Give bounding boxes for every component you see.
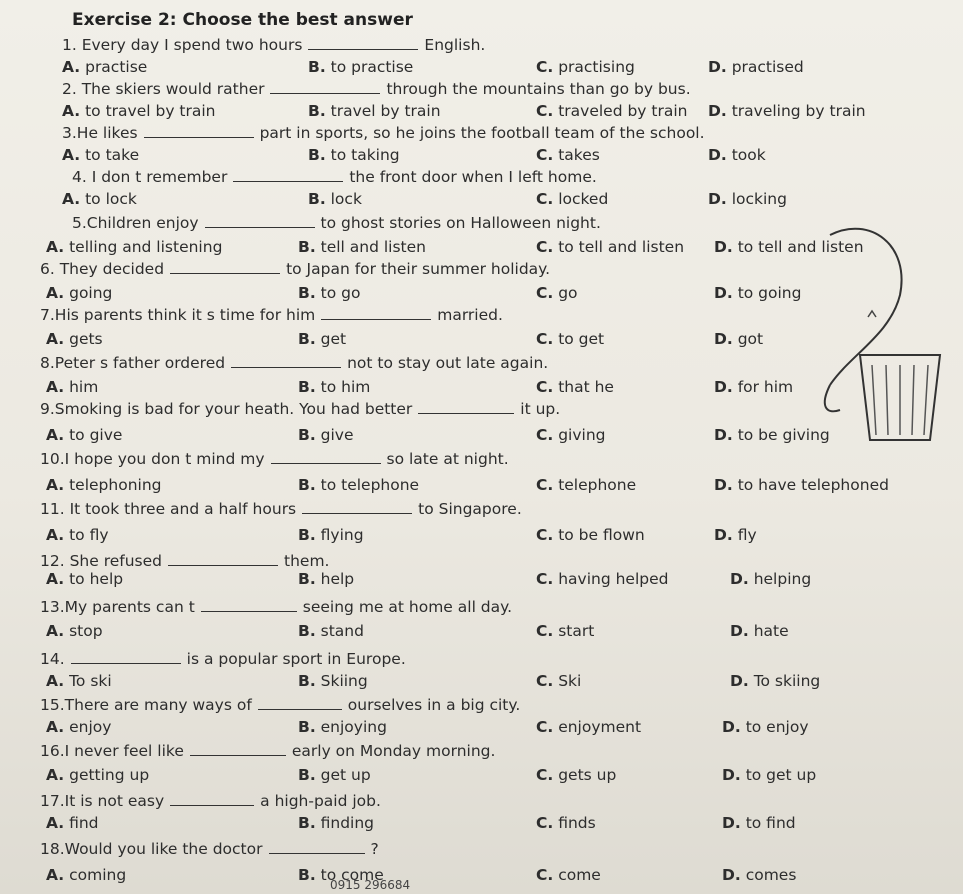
option-letter: D. (708, 146, 727, 164)
answer-option[interactable] (46, 526, 109, 544)
question-text-before-blank: 12. She refused (40, 552, 163, 570)
option-letter: B. (298, 718, 316, 736)
question-stem (40, 500, 522, 518)
answer-option[interactable] (708, 146, 766, 164)
option-text: to come (315, 866, 384, 884)
question-text-after-blank: not to stay out late again. (347, 354, 549, 372)
answer-option[interactable] (46, 426, 122, 444)
option-letter: A. (46, 718, 65, 736)
question-text-before-blank: 5.Children enjoy (72, 214, 199, 232)
option-text: to give (64, 426, 123, 444)
option-text: gets (64, 330, 103, 348)
option-letter: D. (730, 672, 749, 690)
option-text: telephoning (64, 476, 162, 494)
option-text: flying (315, 526, 364, 544)
option-letter: C. (536, 766, 554, 784)
answer-blank[interactable] (271, 451, 381, 464)
option-letter: D. (714, 238, 733, 256)
answer-blank[interactable] (144, 125, 254, 138)
answer-option[interactable] (536, 866, 601, 884)
option-text: tell and listen (315, 238, 426, 256)
option-letter: B. (298, 622, 316, 640)
option-letter: A. (46, 378, 65, 396)
option-letter: C. (536, 526, 554, 544)
option-letter: D. (714, 330, 733, 348)
answer-option[interactable] (708, 58, 804, 76)
option-text: to be giving (732, 426, 830, 444)
option-text: coming (64, 866, 127, 884)
question-text-before-blank: 9.Smoking is bad for your heath. You had better (40, 400, 413, 418)
answer-option[interactable] (536, 330, 604, 348)
answer-option[interactable] (536, 102, 687, 120)
question-text-before-blank: 6. They decided (40, 260, 165, 278)
option-letter: B. (298, 766, 316, 784)
option-text: to get (553, 330, 605, 348)
answer-option[interactable] (308, 102, 441, 120)
answer-option[interactable] (298, 476, 419, 494)
option-letter: D. (722, 766, 741, 784)
answer-option[interactable] (714, 330, 763, 348)
question-stem (40, 400, 560, 418)
answer-blank[interactable] (321, 307, 431, 320)
option-letter: B. (298, 330, 316, 348)
option-text: get up (315, 766, 371, 784)
question-text-after-blank: is a popular sport in Europe. (186, 650, 406, 668)
option-text: him (64, 378, 99, 396)
answer-option[interactable] (308, 58, 413, 76)
answer-option[interactable] (536, 672, 581, 690)
option-text: finding (315, 814, 375, 832)
answer-option[interactable] (62, 146, 139, 164)
option-letter: D. (714, 284, 733, 302)
answer-blank[interactable] (168, 553, 278, 566)
question-text-after-blank: through the mountains than go by bus. (386, 80, 691, 98)
question-stem (40, 696, 520, 714)
answer-blank[interactable] (201, 599, 297, 612)
question-text-after-blank: English. (424, 36, 486, 54)
answer-option[interactable] (62, 102, 216, 120)
answer-option[interactable] (46, 476, 162, 494)
option-text: giving (553, 426, 606, 444)
answer-blank[interactable] (302, 501, 412, 514)
answer-option[interactable] (46, 570, 123, 588)
option-text: help (315, 570, 355, 588)
option-text: locking (726, 190, 787, 208)
answer-option[interactable] (708, 190, 787, 208)
question-text-before-blank: 4. I don t remember (72, 168, 228, 186)
option-text: to him (315, 378, 371, 396)
option-text: to have telephoned (732, 476, 889, 494)
option-letter: A. (62, 146, 81, 164)
question-text-before-blank: 1. Every day I spend two hours (62, 36, 303, 54)
option-text: to enjoy (740, 718, 809, 736)
option-letter: B. (308, 58, 326, 76)
question-text-before-blank: 13.My parents can t (40, 598, 195, 616)
option-letter: B. (298, 238, 316, 256)
option-letter: C. (536, 622, 554, 640)
option-letter: A. (46, 526, 65, 544)
option-letter: D. (714, 426, 733, 444)
answer-option[interactable] (722, 766, 816, 784)
question-text-after-blank: part in sports, so he joins the football team of the school. (259, 124, 705, 142)
question-text-after-blank: them. (284, 552, 330, 570)
question-text-before-blank: 2. The skiers would rather (62, 80, 265, 98)
option-letter: C. (536, 378, 554, 396)
answer-blank[interactable] (205, 215, 315, 228)
option-letter: C. (536, 146, 554, 164)
option-letter: C. (536, 718, 554, 736)
question-stem (40, 552, 329, 570)
option-text: helping (748, 570, 812, 588)
option-text: to get up (740, 766, 817, 784)
option-text: to telephone (315, 476, 420, 494)
option-letter: D. (722, 814, 741, 832)
answer-option[interactable] (298, 622, 364, 640)
option-text: To ski (64, 672, 112, 690)
answer-option[interactable] (722, 866, 796, 884)
option-text: having helped (553, 570, 669, 588)
question-text-after-blank: to Japan for their summer holiday. (286, 260, 551, 278)
option-letter: A. (62, 190, 81, 208)
option-text: practised (726, 58, 804, 76)
answer-option[interactable] (730, 672, 820, 690)
option-text: to lock (80, 190, 137, 208)
answer-option[interactable] (536, 378, 614, 396)
question-text-before-blank: 7.His parents think it s time for him (40, 306, 316, 324)
question-text-after-blank: to ghost stories on Halloween night. (320, 214, 601, 232)
answer-option[interactable] (62, 190, 137, 208)
option-letter: A. (46, 622, 65, 640)
option-letter: D. (730, 570, 749, 588)
option-letter: C. (536, 102, 554, 120)
answer-option[interactable] (536, 190, 608, 208)
question-stem (40, 792, 381, 810)
option-letter: A. (46, 570, 65, 588)
question-stem (62, 124, 705, 142)
answer-option[interactable] (46, 672, 112, 690)
answer-blank[interactable] (71, 651, 181, 664)
answer-option[interactable] (536, 146, 600, 164)
option-text: stand (315, 622, 364, 640)
option-text: start (553, 622, 595, 640)
option-text: locked (553, 190, 609, 208)
option-letter: B. (308, 146, 326, 164)
answer-option[interactable] (46, 814, 99, 832)
answer-option[interactable] (722, 814, 796, 832)
footer-phone: 0915 296684 (330, 878, 411, 892)
option-letter: D. (708, 58, 727, 76)
option-letter: B. (298, 672, 316, 690)
option-text: to going (732, 284, 802, 302)
answer-option[interactable] (298, 526, 364, 544)
option-text: for him (732, 378, 794, 396)
option-text: to tell and listen (732, 238, 864, 256)
question-text-after-blank: ? (370, 840, 379, 858)
option-letter: B. (298, 526, 316, 544)
option-text: get (315, 330, 347, 348)
answer-blank[interactable] (269, 841, 365, 854)
option-letter: C. (536, 814, 554, 832)
option-letter: A. (62, 102, 81, 120)
answer-option[interactable] (714, 284, 801, 302)
option-letter: C. (536, 426, 554, 444)
answer-option[interactable] (298, 814, 374, 832)
cat-in-trash-can-illustration (790, 215, 950, 455)
answer-option[interactable] (46, 622, 103, 640)
question-text-before-blank: 18.Would you like the doctor (40, 840, 263, 858)
answer-option[interactable] (536, 238, 684, 256)
question-text-before-blank: 16.I never feel like (40, 742, 184, 760)
answer-blank[interactable] (231, 355, 341, 368)
option-text: practising (553, 58, 635, 76)
question-text-after-blank: a high-paid job. (260, 792, 381, 810)
question-text-after-blank: it up. (520, 400, 561, 418)
answer-blank[interactable] (170, 793, 254, 806)
question-stem (40, 354, 548, 372)
answer-option[interactable] (536, 814, 596, 832)
option-text: come (553, 866, 601, 884)
option-letter: B. (298, 476, 316, 494)
option-letter: A. (62, 58, 81, 76)
question-stem (40, 598, 512, 616)
answer-option[interactable] (298, 330, 346, 348)
option-text: to find (740, 814, 796, 832)
option-text: got (732, 330, 764, 348)
option-text: telephone (553, 476, 637, 494)
option-letter: C. (536, 330, 554, 348)
option-letter: C. (536, 866, 554, 884)
option-letter: B. (308, 102, 326, 120)
option-text: Ski (553, 672, 582, 690)
answer-option[interactable] (46, 238, 222, 256)
answer-option[interactable] (46, 284, 112, 302)
option-letter: C. (536, 672, 554, 690)
answer-option[interactable] (536, 526, 645, 544)
option-letter: B. (298, 866, 316, 884)
option-letter: A. (46, 766, 65, 784)
question-stem (72, 168, 597, 186)
question-text-after-blank: seeing me at home all day. (302, 598, 513, 616)
option-letter: B. (298, 426, 316, 444)
answer-option[interactable] (536, 58, 635, 76)
option-letter: C. (536, 190, 554, 208)
answer-option[interactable] (298, 718, 387, 736)
question-text-after-blank: married. (437, 306, 503, 324)
answer-option[interactable] (714, 526, 757, 544)
option-text: enjoy (64, 718, 112, 736)
option-letter: B. (298, 284, 316, 302)
option-letter: D. (708, 190, 727, 208)
option-text: took (726, 146, 766, 164)
answer-option[interactable] (536, 718, 641, 736)
option-text: to taking (325, 146, 400, 164)
question-text-before-blank: 17.It is not easy (40, 792, 165, 810)
question-text-before-blank: 8.Peter s father ordered (40, 354, 226, 372)
option-letter: D. (730, 622, 749, 640)
question-text-after-blank: so late at night. (386, 450, 509, 468)
option-text: stop (64, 622, 103, 640)
answer-option[interactable] (298, 284, 360, 302)
option-letter: D. (714, 526, 733, 544)
question-text-after-blank: ourselves in a big city. (347, 696, 521, 714)
question-stem (72, 214, 601, 232)
option-text: Skiing (315, 672, 368, 690)
answer-option[interactable] (46, 866, 126, 884)
answer-blank[interactable] (270, 81, 380, 94)
option-text: travel by train (325, 102, 441, 120)
option-letter: A. (46, 866, 65, 884)
option-letter: A. (46, 672, 65, 690)
answer-option[interactable] (536, 476, 636, 494)
answer-option[interactable] (308, 190, 362, 208)
option-letter: A. (46, 814, 65, 832)
option-text: finds (553, 814, 596, 832)
answer-blank[interactable] (418, 401, 514, 414)
option-text: going (64, 284, 113, 302)
option-letter: D. (708, 102, 727, 120)
answer-option[interactable] (62, 58, 147, 76)
option-letter: C. (536, 238, 554, 256)
option-letter: C. (536, 58, 554, 76)
answer-option[interactable] (536, 766, 616, 784)
option-text: practise (80, 58, 148, 76)
answer-blank[interactable] (233, 169, 343, 182)
question-stem (40, 742, 495, 760)
question-text-after-blank: to Singapore. (418, 500, 522, 518)
question-text-before-blank: 15.There are many ways of (40, 696, 252, 714)
question-stem (40, 306, 503, 324)
answer-option[interactable] (46, 330, 103, 348)
option-text: to practise (325, 58, 414, 76)
answer-option[interactable] (536, 284, 578, 302)
answer-option[interactable] (536, 426, 605, 444)
answer-option[interactable] (708, 102, 866, 120)
option-text: takes (553, 146, 600, 164)
answer-blank[interactable] (258, 697, 342, 710)
exercise-title: Exercise 2: Choose the best answer (72, 10, 413, 30)
question-stem (62, 80, 691, 98)
option-letter: A. (46, 330, 65, 348)
option-text: telling and listening (64, 238, 223, 256)
option-text: to be flown (553, 526, 645, 544)
option-letter: D. (722, 866, 741, 884)
answer-option[interactable] (714, 476, 889, 494)
answer-option[interactable] (298, 238, 426, 256)
answer-blank[interactable] (170, 261, 280, 274)
option-letter: B. (308, 190, 326, 208)
question-text-before-blank: 11. It took three and a half hours (40, 500, 297, 518)
option-letter: A. (46, 426, 65, 444)
question-stem (40, 260, 550, 278)
answer-option[interactable] (46, 718, 111, 736)
question-text-before-blank: 14. (40, 650, 65, 668)
option-letter: B. (298, 378, 316, 396)
answer-blank[interactable] (308, 37, 418, 50)
option-letter: A. (46, 476, 65, 494)
option-text: enjoyment (553, 718, 642, 736)
answer-option[interactable] (722, 718, 809, 736)
answer-option[interactable] (298, 766, 371, 784)
option-letter: C. (536, 570, 554, 588)
question-stem (40, 450, 509, 468)
answer-option[interactable] (298, 378, 370, 396)
option-text: go (553, 284, 578, 302)
answer-blank[interactable] (190, 743, 286, 756)
option-text: gets up (553, 766, 617, 784)
option-letter: D. (714, 476, 733, 494)
option-text: to help (64, 570, 124, 588)
option-letter: A. (46, 284, 65, 302)
option-text: find (64, 814, 99, 832)
option-text: enjoying (315, 718, 387, 736)
option-text: hate (748, 622, 789, 640)
answer-option[interactable] (298, 570, 354, 588)
option-text: to go (315, 284, 361, 302)
option-text: fly (732, 526, 757, 544)
option-text: to fly (64, 526, 109, 544)
answer-option[interactable] (46, 766, 149, 784)
answer-option[interactable] (308, 146, 400, 164)
option-letter: B. (298, 814, 316, 832)
option-letter: D. (714, 378, 733, 396)
question-text-before-blank: 3.He likes (62, 124, 138, 142)
answer-option[interactable] (714, 378, 793, 396)
answer-option[interactable] (536, 622, 594, 640)
question-stem (62, 36, 485, 54)
option-text: give (315, 426, 354, 444)
answer-option[interactable] (298, 426, 353, 444)
option-text: that he (553, 378, 614, 396)
answer-option[interactable] (46, 378, 98, 396)
question-text-after-blank: early on Monday morning. (291, 742, 496, 760)
option-text: to travel by train (80, 102, 216, 120)
question-text-after-blank: the front door when I left home. (349, 168, 597, 186)
answer-option[interactable] (298, 672, 368, 690)
option-text: traveled by train (553, 102, 688, 120)
option-letter: A. (46, 238, 65, 256)
option-letter: B. (298, 570, 316, 588)
answer-option[interactable] (730, 570, 811, 588)
option-text: to tell and listen (553, 238, 685, 256)
option-text: traveling by train (726, 102, 866, 120)
option-letter: C. (536, 284, 554, 302)
answer-option[interactable] (730, 622, 789, 640)
option-text: To skiing (748, 672, 821, 690)
question-text-before-blank: 10.I hope you don t mind my (40, 450, 265, 468)
option-letter: C. (536, 476, 554, 494)
option-text: comes (740, 866, 797, 884)
option-letter: D. (722, 718, 741, 736)
answer-option[interactable] (536, 570, 668, 588)
option-text: lock (325, 190, 362, 208)
question-stem (40, 650, 406, 668)
question-stem (40, 840, 379, 858)
option-text: getting up (64, 766, 150, 784)
option-text: to take (80, 146, 140, 164)
